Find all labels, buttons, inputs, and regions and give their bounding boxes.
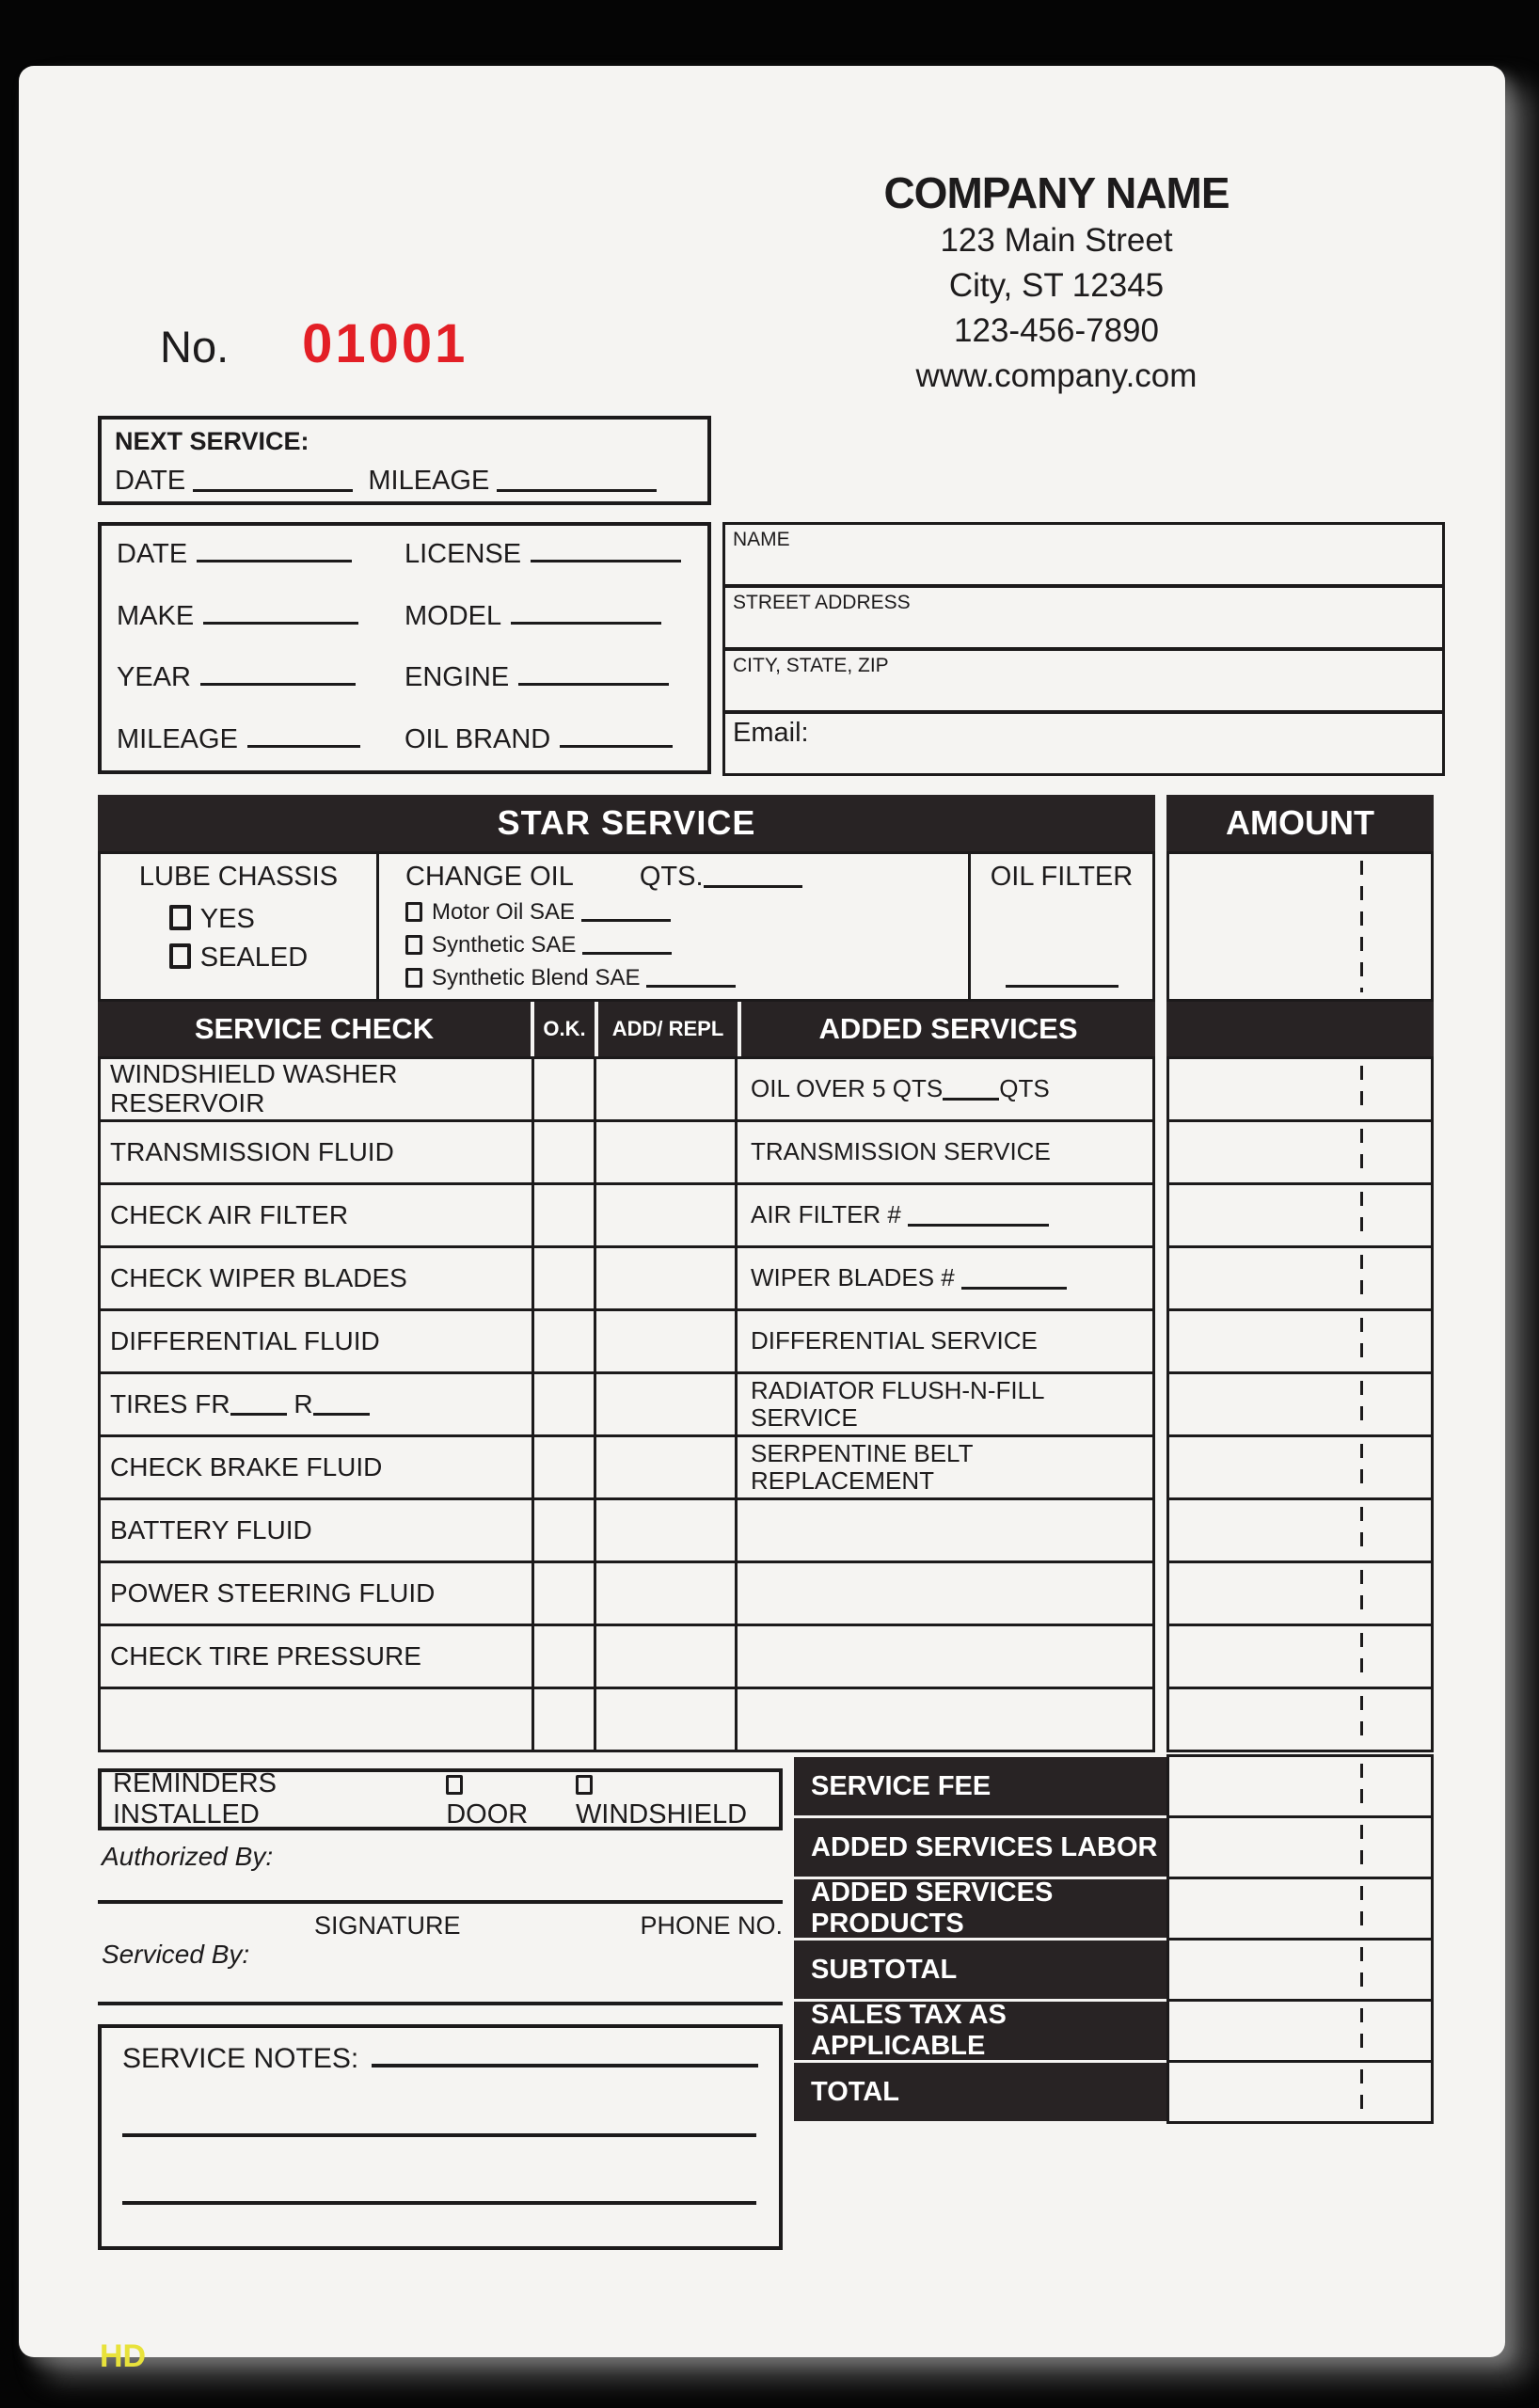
check-item-label: CHECK TIRE PRESSURE: [110, 1640, 421, 1671]
ok-cell[interactable]: [532, 1560, 596, 1626]
vehicle-oil-brand-field[interactable]: [560, 726, 673, 748]
check-item-label: TIRES FR: [110, 1388, 230, 1418]
cents-divider: [1360, 1886, 1363, 1931]
star-service-header: STAR SERVICE: [98, 795, 1155, 851]
table-row: [98, 1245, 1155, 1311]
check-item-label: CHECK BRAKE FLUID: [110, 1451, 383, 1481]
vehicle-mileage-label: MILEAGE: [117, 723, 238, 754]
ok-cell[interactable]: [532, 1687, 596, 1752]
customer-city-label: CITY, STATE, ZIP: [733, 655, 889, 676]
company-header: [821, 167, 1292, 399]
form-number-label: No.: [160, 322, 230, 372]
total-row: [794, 1815, 1434, 1879]
total-row: [794, 1754, 1434, 1818]
vehicle-date-field[interactable]: [197, 541, 352, 562]
added-service-label: RADIATOR FLUSH-N-FILL SERVICE: [751, 1375, 1044, 1432]
vehicle-mileage-field[interactable]: [247, 726, 360, 748]
added-service-label: OIL OVER 5 QTS: [751, 1074, 944, 1103]
cents-divider: [1360, 1764, 1363, 1809]
add-repl-cell[interactable]: [594, 1245, 738, 1311]
amount-cell[interactable]: [1166, 1056, 1434, 1122]
amount-cell[interactable]: [1166, 1371, 1434, 1437]
amount-cell[interactable]: [1166, 1434, 1434, 1500]
amount-cell[interactable]: [1166, 1308, 1434, 1374]
reminders-label: REMINDERS INSTALLED: [113, 1768, 278, 1830]
table-row: [98, 1687, 1155, 1752]
oil-filter-field[interactable]: [1006, 966, 1119, 988]
notes-line[interactable]: [122, 2133, 756, 2137]
company-street: 123 Main Street: [940, 222, 1173, 259]
add-repl-cell[interactable]: [594, 1371, 738, 1437]
added-service-label: SERPENTINE BELT REPLACEMENT: [751, 1438, 973, 1495]
service-check-header-row: [98, 1002, 1155, 1056]
amount-header: AMOUNT: [1166, 795, 1434, 851]
add-repl-cell[interactable]: [594, 1056, 738, 1122]
synthetic-blend-checkbox[interactable]: [405, 968, 422, 988]
service-check-header: SERVICE CHECK: [98, 1002, 531, 1056]
ok-cell[interactable]: [532, 1434, 596, 1500]
table-row: [98, 1119, 1155, 1185]
customer-name-label: NAME: [733, 529, 790, 550]
amount-cell[interactable]: [1166, 1754, 1434, 1818]
check-item-label: TRANSMISSION FLUID: [110, 1136, 394, 1166]
table-row: [98, 1056, 1155, 1122]
total-row-label: SALES TAX AS APPLICABLE: [794, 2002, 1166, 2060]
cents-divider: [1360, 1129, 1363, 1176]
add-repl-cell[interactable]: [594, 1687, 738, 1752]
customer-info-box: [722, 522, 1445, 776]
total-row: [794, 1877, 1434, 1941]
notes-line[interactable]: [122, 2201, 756, 2205]
motor-oil-checkbox[interactable]: [405, 902, 422, 922]
amount-cell[interactable]: [1166, 1624, 1434, 1689]
fill-blank[interactable]: [943, 1079, 999, 1101]
cents-divider: [1360, 1825, 1363, 1870]
add-repl-header: ADD/ REPL: [598, 1002, 738, 1056]
check-item-label: CHECK AIR FILTER: [110, 1199, 349, 1229]
cents-divider: [1360, 1318, 1363, 1365]
ok-cell[interactable]: [532, 1624, 596, 1689]
synthetic-label: Synthetic SAE: [432, 932, 577, 958]
total-row-label: SERVICE FEE: [794, 1757, 1166, 1815]
table-row: [98, 1371, 1155, 1437]
amount-cell[interactable]: [1166, 1687, 1434, 1752]
check-item-label: POWER STEERING FLUID: [110, 1577, 436, 1608]
serviced-by-label: Serviced By:: [102, 1940, 250, 1969]
qts-label: QTS.: [639, 862, 704, 892]
check-item-suffix: R: [294, 1388, 313, 1418]
check-item-label: BATTERY FLUID: [110, 1514, 312, 1545]
added-service-cell[interactable]: [735, 1497, 1155, 1563]
vehicle-make-label: MAKE: [117, 600, 195, 631]
lube-yes-label: YES: [199, 904, 255, 934]
vehicle-engine-field[interactable]: [518, 664, 669, 686]
total-row-label: SUBTOTAL: [794, 1941, 1166, 1999]
fill-blank[interactable]: [908, 1205, 1049, 1227]
amount-column-header-band: [1166, 1002, 1434, 1056]
amount-cell[interactable]: [1166, 1182, 1434, 1248]
cents-divider: [1360, 1570, 1363, 1617]
added-service-label: WIPER BLADES #: [751, 1263, 955, 1292]
amount-cell[interactable]: [1166, 1119, 1434, 1185]
customer-city-field[interactable]: [725, 651, 1442, 714]
next-service-mileage-field[interactable]: [497, 470, 657, 492]
vehicle-year-field[interactable]: [200, 664, 356, 686]
table-row: [98, 1182, 1155, 1248]
amount-cell[interactable]: [1166, 1877, 1434, 1941]
cents-divider: [1360, 2008, 1363, 2053]
vehicle-license-field[interactable]: [531, 541, 681, 562]
amount-cell[interactable]: [1166, 1815, 1434, 1879]
add-repl-cell[interactable]: [594, 1119, 738, 1185]
cents-divider: [1360, 1633, 1363, 1680]
hd-watermark: HD: [100, 2338, 147, 2374]
total-row: [794, 1938, 1434, 2002]
vehicle-model-label: MODEL: [405, 600, 502, 631]
ok-cell[interactable]: [532, 1056, 596, 1122]
motor-oil-sae-field[interactable]: [581, 900, 671, 922]
added-service-label: DIFFERENTIAL SERVICE: [751, 1326, 1038, 1355]
ok-cell[interactable]: [532, 1371, 596, 1437]
cents-divider: [1360, 1066, 1363, 1113]
add-repl-cell[interactable]: [594, 1497, 738, 1563]
form-number: [160, 312, 468, 375]
amount-cell[interactable]: [1166, 1245, 1434, 1311]
next-service-date-label: DATE: [115, 466, 186, 496]
door-label: DOOR: [446, 1799, 529, 1830]
amount-cell[interactable]: [1166, 1938, 1434, 2002]
add-repl-cell[interactable]: [594, 1560, 738, 1626]
check-item-label: WINDSHIELD WASHER RESERVOIR: [110, 1059, 398, 1117]
vehicle-license-label: LICENSE: [405, 539, 522, 569]
tires-front-field[interactable]: [230, 1394, 287, 1416]
total-row: [794, 1999, 1434, 2063]
customer-name-field[interactable]: [725, 525, 1442, 588]
company-name: COMPANY NAME: [883, 168, 1230, 217]
added-service-label: TRANSMISSION SERVICE: [751, 1137, 1051, 1166]
totals-section: [794, 1754, 1434, 2124]
next-service-box: [98, 416, 711, 505]
signature-caption: SIGNATURE: [314, 1911, 461, 1940]
vehicle-model-field[interactable]: [511, 603, 661, 625]
service-check-table: [98, 1056, 1155, 1752]
windshield-checkbox[interactable]: [576, 1775, 593, 1795]
next-service-mileage-label: MILEAGE: [368, 466, 490, 496]
signature-line[interactable]: [98, 1900, 783, 1904]
table-row: [98, 1497, 1155, 1563]
motor-oil-label: Motor Oil SAE: [432, 899, 576, 925]
amount-cell[interactable]: [1166, 1999, 1434, 2063]
company-phone: 123-456-7890: [954, 312, 1159, 349]
serviced-by-line[interactable]: [98, 2002, 783, 2005]
cents-divider: [1360, 2069, 1363, 2115]
vehicle-engine-label: ENGINE: [405, 662, 510, 693]
customer-street-label: STREET ADDRESS: [733, 592, 911, 613]
total-row-label: ADDED SERVICES PRODUCTS: [794, 1879, 1166, 1938]
cents-divider: [1360, 1255, 1363, 1302]
vehicle-make-field[interactable]: [203, 603, 358, 625]
fill-blank[interactable]: [961, 1268, 1067, 1290]
next-service-date-field[interactable]: [193, 470, 353, 492]
synthetic-checkbox[interactable]: [405, 935, 422, 955]
tires-rear-field[interactable]: [313, 1394, 370, 1416]
cents-divider: [1360, 1696, 1363, 1743]
door-checkbox[interactable]: [446, 1775, 463, 1795]
vehicle-oil-brand-label: OIL BRAND: [405, 723, 551, 754]
amount-cell[interactable]: [1166, 1497, 1434, 1563]
star-service-body: [98, 851, 1155, 1002]
form-number-value: 01001: [302, 313, 468, 374]
phone-no-caption: PHONE NO.: [640, 1911, 783, 1940]
service-form-page: [19, 66, 1505, 2357]
windshield-label: WINDSHIELD: [575, 1799, 748, 1830]
customer-email-label: Email:: [733, 718, 809, 748]
synthetic-sae-field[interactable]: [582, 933, 672, 955]
total-row-label: ADDED SERVICES LABOR: [794, 1818, 1166, 1877]
amount-cell[interactable]: [1166, 851, 1434, 1002]
qts-field[interactable]: [704, 866, 802, 888]
lube-sealed-label: SEALED: [199, 943, 309, 973]
lube-yes-checkbox[interactable]: [169, 905, 191, 930]
amount-cell[interactable]: [1166, 2060, 1434, 2124]
vehicle-info-box: [98, 522, 711, 774]
ok-header: O.K.: [534, 1002, 595, 1056]
cents-divider: [1360, 1444, 1363, 1491]
ok-cell[interactable]: [532, 1245, 596, 1311]
total-row-label: TOTAL: [794, 2063, 1166, 2121]
cents-divider: [1360, 1507, 1363, 1554]
table-row: [98, 1624, 1155, 1689]
check-item-label: CHECK WIPER BLADES: [110, 1262, 407, 1292]
authorized-by-label: Authorized By:: [102, 1842, 274, 1871]
check-item-cell[interactable]: [98, 1687, 534, 1752]
lube-sealed-checkbox[interactable]: [169, 943, 191, 969]
added-service-label: AIR FILTER #: [751, 1200, 901, 1229]
lube-chassis-cell: [98, 851, 379, 1002]
total-row: [794, 2060, 1434, 2124]
ok-cell[interactable]: [532, 1308, 596, 1374]
table-row: [98, 1560, 1155, 1626]
change-oil-label: CHANGE OIL: [405, 862, 574, 892]
oil-filter-cell: [968, 851, 1155, 1002]
added-services-header: ADDED SERVICES: [741, 1002, 1155, 1056]
company-website: www.company.com: [915, 357, 1198, 394]
cents-divider: [1360, 1192, 1363, 1239]
ok-cell[interactable]: [532, 1497, 596, 1563]
amount-cell[interactable]: [1166, 1560, 1434, 1626]
add-repl-cell[interactable]: [594, 1624, 738, 1689]
added-service-cell[interactable]: [735, 1687, 1155, 1752]
amount-column: [1166, 851, 1434, 1752]
check-item-label: DIFFERENTIAL FLUID: [110, 1325, 380, 1355]
service-notes-box: [98, 2024, 783, 2250]
customer-street-field[interactable]: [725, 588, 1442, 651]
notes-line[interactable]: [372, 2041, 758, 2067]
reminders-box: [98, 1768, 783, 1830]
table-row: [98, 1434, 1155, 1500]
added-service-suffix: QTS: [999, 1074, 1050, 1103]
customer-email-field[interactable]: [725, 714, 1442, 773]
ok-cell[interactable]: [532, 1182, 596, 1248]
table-row: [98, 1308, 1155, 1374]
next-service-title: NEXT SERVICE:: [115, 427, 309, 455]
ok-cell[interactable]: [532, 1119, 596, 1185]
synthetic-blend-sae-field[interactable]: [646, 966, 736, 988]
oil-filter-label: OIL FILTER: [990, 862, 1134, 892]
cents-divider: [1360, 1381, 1363, 1428]
add-repl-cell[interactable]: [594, 1182, 738, 1248]
cents-divider: [1360, 861, 1363, 992]
added-service-cell[interactable]: [735, 1624, 1155, 1689]
add-repl-cell[interactable]: [594, 1308, 738, 1374]
lube-chassis-label: LUBE CHASSIS: [138, 862, 339, 892]
company-city: City, ST 12345: [948, 267, 1165, 304]
change-oil-cell: [376, 851, 971, 1002]
service-notes-label: SERVICE NOTES:: [122, 2043, 359, 2074]
vehicle-year-label: YEAR: [117, 662, 191, 693]
cents-divider: [1360, 1947, 1363, 1992]
add-repl-cell[interactable]: [594, 1434, 738, 1500]
synthetic-blend-label: Synthetic Blend SAE: [432, 965, 641, 990]
added-service-cell[interactable]: [735, 1560, 1155, 1626]
vehicle-date-label: DATE: [117, 539, 188, 569]
